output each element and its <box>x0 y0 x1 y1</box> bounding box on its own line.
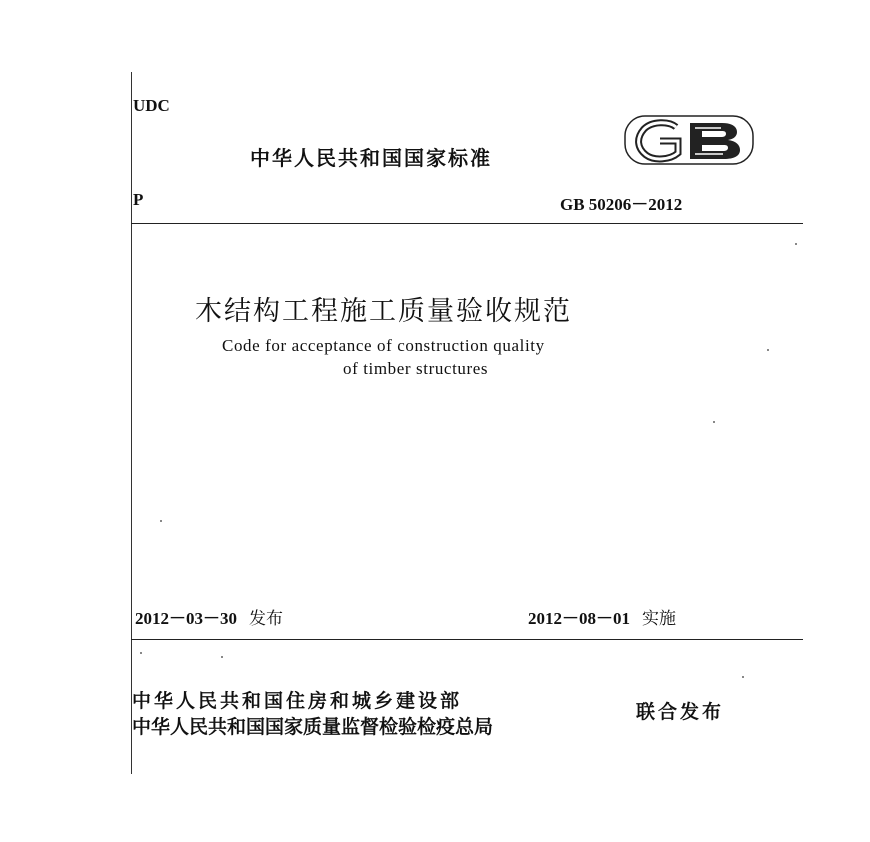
effective-label: 实施 <box>642 609 676 629</box>
date-divider <box>131 639 803 640</box>
udc-label: UDC <box>133 96 170 115</box>
document-title-english-line2: of timber structures <box>343 359 489 378</box>
effective-date: 2012－08－01 <box>528 609 630 628</box>
scan-speck <box>221 656 223 658</box>
document-title-english-line1: Code for acceptance of construction quality <box>222 336 545 355</box>
publish-label: 发布 <box>249 609 283 629</box>
publish-date: 2012－03－30 <box>135 609 237 628</box>
standard-number: GB 50206－2012 <box>560 195 683 214</box>
document-title-chinese: 木结构工程施工质量验收规范 <box>195 296 572 327</box>
issuer-ministry: 中华人民共和国住房和城乡建设部 <box>132 690 463 712</box>
header-divider <box>131 223 803 224</box>
scan-speck <box>140 652 142 654</box>
scan-speck <box>713 421 715 423</box>
publish-date-block <box>135 604 283 629</box>
scan-speck <box>767 349 769 351</box>
issuer-administration: 中华人民共和国国家质量监督检验检疫总局 <box>132 716 494 738</box>
scan-speck <box>160 520 162 522</box>
scan-speck <box>795 243 797 245</box>
effective-date-block <box>528 604 676 629</box>
standard-type-heading: 中华人民共和国国家标准 <box>250 146 492 170</box>
left-margin-rule <box>131 72 132 774</box>
joint-issue-label: 联合发布 <box>636 701 725 723</box>
gb-logo <box>624 115 754 169</box>
category-label: P <box>133 190 144 209</box>
scan-speck <box>742 676 744 678</box>
